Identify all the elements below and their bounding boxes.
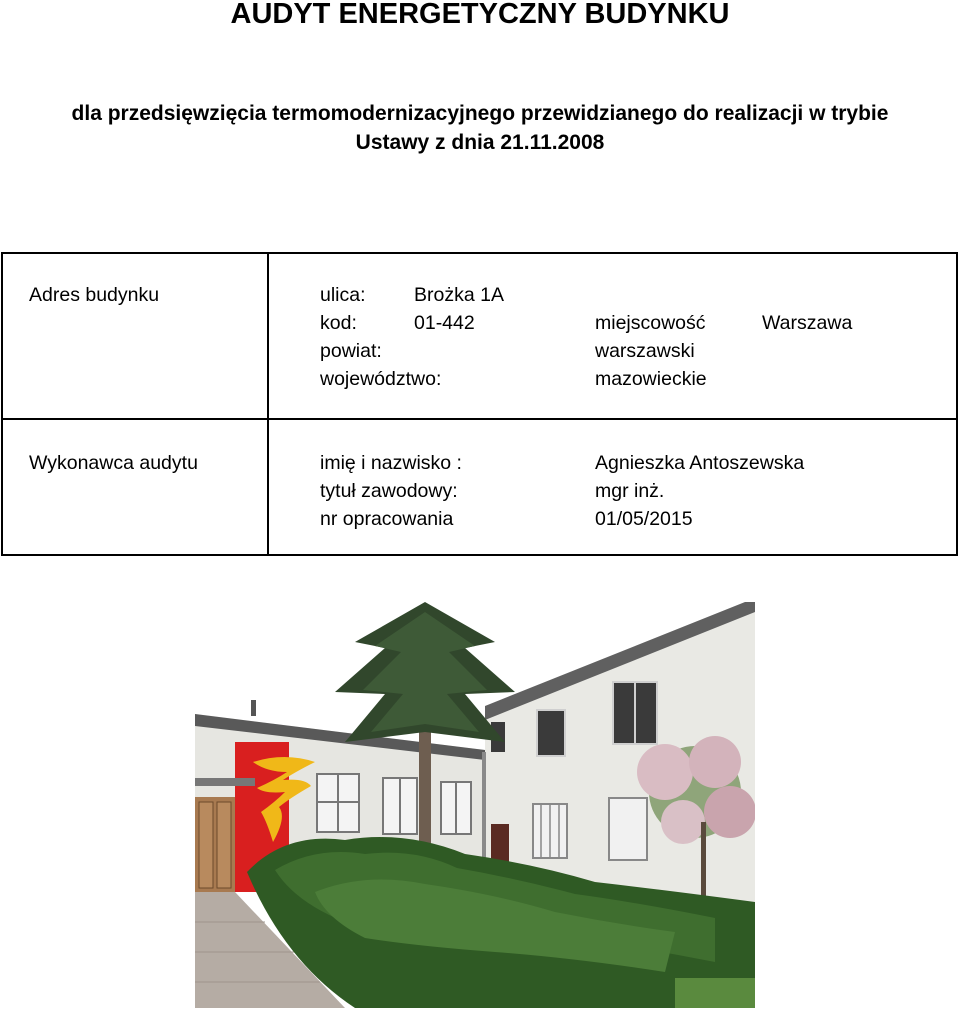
county-value: warszawski bbox=[595, 340, 695, 362]
auditor-name-label: imię i nazwisko : bbox=[320, 452, 462, 474]
info-table bbox=[1, 252, 958, 556]
auditor-degree-value: mgr inż. bbox=[595, 480, 665, 502]
subtitle-line-1: dla przedsięwzięcia termomodernizacyjnego przewidzianego do realizacji w trybie bbox=[71, 102, 889, 125]
building-photo bbox=[195, 602, 755, 1008]
document-number-value: 01/05/2015 bbox=[595, 508, 693, 530]
table-row-divider bbox=[3, 418, 956, 420]
auditor-name-value: Agnieszka Antoszewska bbox=[595, 452, 805, 474]
street-value: Brożka 1A bbox=[414, 284, 504, 306]
auditor-degree-label: tytuł zawodowy: bbox=[320, 480, 458, 502]
document-title: AUDYT ENERGETYCZNY BUDYNKU bbox=[230, 0, 730, 30]
postal-code-label: kod: bbox=[320, 312, 357, 334]
city-value: Warszawa bbox=[762, 312, 853, 334]
table-column-divider bbox=[267, 254, 269, 554]
auditor-section-label: Wykonawca audytu bbox=[29, 452, 198, 474]
voivodeship-value: mazowieckie bbox=[595, 368, 707, 390]
document-subtitle bbox=[0, 99, 960, 157]
subtitle-line-2: Ustawy z dnia 21.11.2008 bbox=[355, 131, 605, 154]
address-section-label: Adres budynku bbox=[29, 284, 160, 306]
voivodeship-label: województwo: bbox=[320, 368, 442, 390]
county-label: powiat: bbox=[320, 340, 382, 362]
postal-code-value: 01-442 bbox=[414, 312, 475, 334]
city-label: miejscowość bbox=[595, 312, 706, 334]
street-label: ulica: bbox=[320, 284, 366, 306]
document-number-label: nr opracowania bbox=[320, 508, 454, 530]
